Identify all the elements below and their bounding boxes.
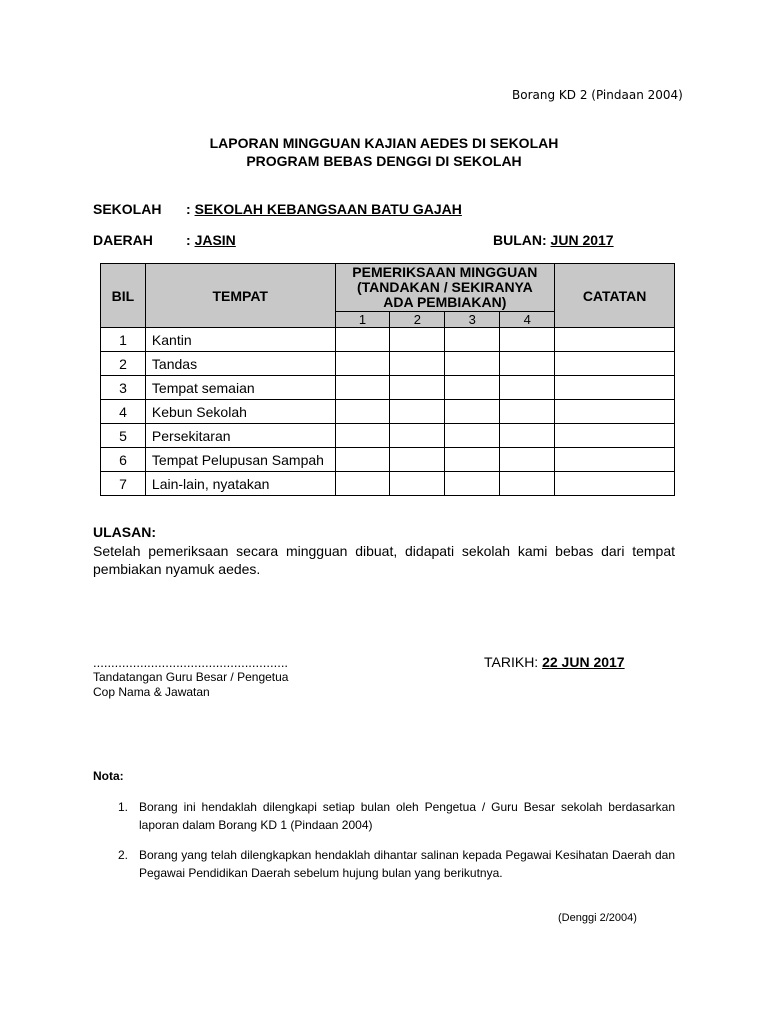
header-pemeriksaan-line1: PEMERIKSAAN MINGGUAN (352, 264, 538, 280)
week-cell[interactable] (500, 376, 555, 400)
catatan-cell[interactable] (555, 352, 675, 376)
table-row (101, 400, 675, 424)
table-row (101, 472, 675, 496)
row-place: Tandas (145, 352, 335, 376)
table-row (101, 424, 675, 448)
row-place: Tempat Pelupusan Sampah (145, 448, 335, 472)
note-text: Borang ini hendaklah dilengkapi setiap bulan oleh Pengetua / Guru Besar sekolah berdasarkan laporan dalam Borang KD 1 (Pindaan 2004) (139, 800, 675, 832)
header-tempat: TEMPAT (145, 264, 335, 328)
catatan-cell[interactable] (555, 400, 675, 424)
nota-heading: Nota: (93, 769, 124, 783)
signature-line: ...................................................... (93, 655, 289, 670)
week-cell[interactable] (335, 400, 390, 424)
row-number: 6 (101, 448, 146, 472)
catatan-cell[interactable] (555, 376, 675, 400)
row-number: 3 (101, 376, 146, 400)
row-place: Lain-lain, nyatakan (145, 472, 335, 496)
row-number: 7 (101, 472, 146, 496)
table-row (101, 352, 675, 376)
inspection-table (100, 263, 675, 496)
catatan-cell[interactable] (555, 424, 675, 448)
ulasan-text: Setelah pemeriksaan secara mingguan dibuat, didapati sekolah kami bebas dari tempat pembiakan nyamuk aedes. (93, 543, 675, 577)
catatan-cell[interactable] (555, 448, 675, 472)
week-cell[interactable] (500, 352, 555, 376)
week-cell[interactable] (500, 328, 555, 352)
sekolah-field: : SEKOLAH KEBANGSAAN BATU GAJAH (186, 201, 462, 217)
row-number: 4 (101, 400, 146, 424)
row-number: 5 (101, 424, 146, 448)
header-pemeriksaan-line3: ADA PEMBIAKAN) (383, 294, 507, 310)
header-pemeriksaan (335, 264, 555, 312)
row-place: Persekitaran (145, 424, 335, 448)
table-row (101, 328, 675, 352)
row-number: 2 (101, 352, 146, 376)
week-cell[interactable] (445, 328, 500, 352)
daerah-field: : JASIN (186, 232, 236, 248)
week-cell[interactable] (390, 352, 445, 376)
week-cell[interactable] (335, 376, 390, 400)
tarikh-value: 22 JUN 2017 (542, 654, 625, 670)
week-cell[interactable] (500, 400, 555, 424)
program-title: PROGRAM BEBAS DENGGI DI SEKOLAH (246, 153, 522, 169)
week-header: 2 (390, 312, 445, 328)
week-header: 3 (445, 312, 500, 328)
week-header: 4 (500, 312, 555, 328)
week-cell[interactable] (500, 424, 555, 448)
table-row (101, 448, 675, 472)
week-cell[interactable] (500, 472, 555, 496)
week-cell[interactable] (390, 448, 445, 472)
week-cell[interactable] (390, 472, 445, 496)
week-cell[interactable] (390, 424, 445, 448)
week-cell[interactable] (445, 448, 500, 472)
week-cell[interactable] (335, 328, 390, 352)
note-number: 1. (118, 800, 129, 814)
week-cell[interactable] (390, 400, 445, 424)
week-header: 1 (335, 312, 390, 328)
note-number: 2. (118, 848, 129, 862)
catatan-cell[interactable] (555, 328, 675, 352)
sekolah-label: SEKOLAH (93, 201, 162, 217)
daerah-label: DAERAH (93, 232, 153, 248)
form-reference: Borang KD 2 (Pindaan 2004) (512, 88, 683, 102)
header-catatan: CATATAN (555, 264, 675, 328)
row-place: Kebun Sekolah (145, 400, 335, 424)
week-cell[interactable] (390, 376, 445, 400)
week-cell[interactable] (445, 376, 500, 400)
week-cell[interactable] (445, 472, 500, 496)
week-cell[interactable] (335, 472, 390, 496)
catatan-cell[interactable] (555, 472, 675, 496)
tarikh-label: TARIKH: (484, 654, 539, 670)
week-cell[interactable] (335, 424, 390, 448)
week-cell[interactable] (445, 352, 500, 376)
tarikh-field (484, 654, 625, 670)
week-cell[interactable] (390, 328, 445, 352)
row-place: Kantin (145, 328, 335, 352)
signature-caption: Tandatangan Guru Besar / Pengetua (93, 670, 289, 684)
bulan-value: JUN 2017 (550, 232, 614, 248)
week-cell[interactable] (445, 424, 500, 448)
bulan-field (493, 232, 614, 248)
header-pemeriksaan-line2: (TANDAKAN / SEKIRANYA (356, 279, 533, 295)
sekolah-value: SEKOLAH KEBANGSAAN BATU GAJAH (194, 201, 462, 217)
week-cell[interactable] (445, 400, 500, 424)
row-number: 1 (101, 328, 146, 352)
daerah-value: JASIN (194, 232, 236, 248)
week-cell[interactable] (335, 352, 390, 376)
footer-reference: (Denggi 2/2004) (558, 912, 637, 924)
table-row (101, 376, 675, 400)
bulan-label: BULAN: (493, 232, 547, 248)
week-cell[interactable] (335, 448, 390, 472)
note-text: Borang yang telah dilengkapkan hendaklah dihantar salinan kepada Pegawai Kesihatan Daerah dan Pegawai Pendidikan Daerah sebelum hujung bulan yang berikutnya. (139, 848, 675, 880)
row-place: Tempat semaian (145, 376, 335, 400)
stamp-caption: Cop Nama & Jawatan (93, 685, 210, 699)
week-cell[interactable] (500, 448, 555, 472)
report-title: LAPORAN MINGGUAN KAJIAN AEDES DI SEKOLAH (209, 135, 559, 151)
header-bil: BIL (101, 264, 146, 328)
ulasan-heading: ULASAN: (93, 524, 156, 540)
